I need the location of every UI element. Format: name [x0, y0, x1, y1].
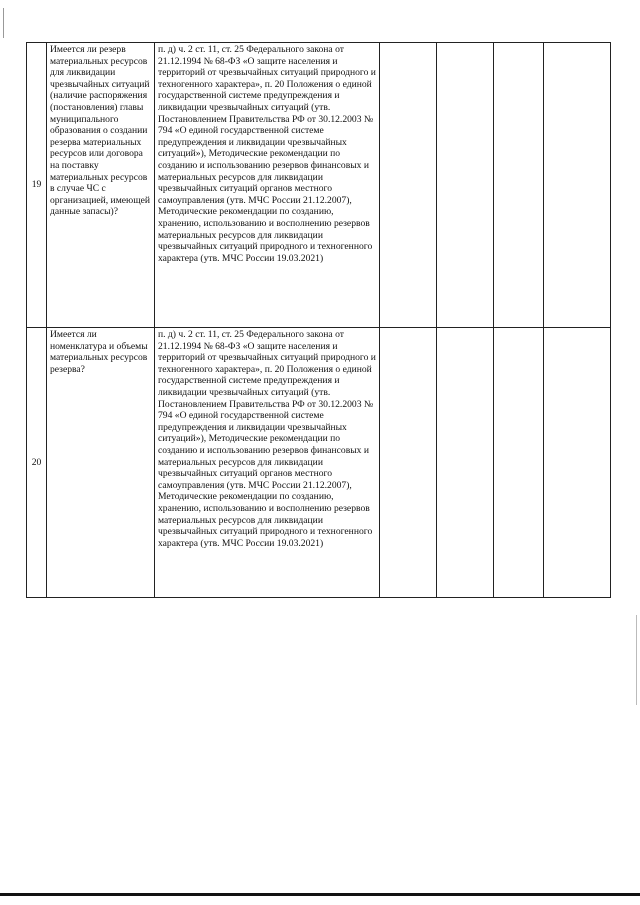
- answer-cell: [437, 43, 494, 328]
- scan-bottom-edge: [0, 893, 640, 896]
- table-row: [27, 328, 611, 598]
- legal-basis-text: п. д) ч. 2 ст. 11, ст. 25 Федерального закона от 21.12.1994 № 68-ФЗ «О защите населения и территорий от чрезвычайных ситуаций природного и техногенного характера», п. 20 Положения о единой государственной системе предупреждения и ликвидации чрезвычайных ситуаций (утв. Постановлением Правительства РФ от 30.12.2003 № 794 «О единой государственной системе предупреждения и ликвидации чрезвычайных ситуаций»), Методические рекомендации по созданию и использованию резервов финансовых и материальных ресурсов для ликвидации чрезвычайных ситуаций органов местного самоуправления (утв. МЧС России 21.12.2007), Методические рекомендации по созданию, хранению, использованию и восполнению резервов материальных ресурсов для ликвидации чрезвычайных ситуаций природного и техногенного характера (утв. МЧС России 19.03.2021): [155, 43, 380, 328]
- row-number: 20: [27, 328, 47, 598]
- row-number: 19: [27, 43, 47, 328]
- answer-cell: [494, 328, 544, 598]
- answer-cell: [544, 43, 611, 328]
- scan-edge-mark: [636, 615, 637, 705]
- question-text: Имеется ли номенклатура и объемы материальных ресурсов резерва?: [47, 328, 155, 598]
- scan-edge-mark: [3, 8, 4, 38]
- legal-basis-text: п. д) ч. 2 ст. 11, ст. 25 Федерального закона от 21.12.1994 № 68-ФЗ «О защите населения и территорий от чрезвычайных ситуаций природного и техногенного характера», п. 20 Положения о единой государственной системе предупреждения и ликвидации чрезвычайных ситуаций (утв. Постановлением Правительства РФ от 30.12.2003 № 794 «О единой государственной системе предупреждения и ликвидации чрезвычайных ситуаций»), Методические рекомендации по созданию и использованию резервов финансовых и материальных ресурсов для ликвидации чрезвычайных ситуаций органов местного самоуправления (утв. МЧС России 21.12.2007), Методические рекомендации по созданию, хранению, использованию и восполнению резервов материальных ресурсов для ликвидации чрезвычайных ситуаций природного и техногенного характера (утв. МЧС России 19.03.2021): [155, 328, 380, 598]
- answer-cell: [380, 328, 437, 598]
- answer-cell: [437, 328, 494, 598]
- question-text: Имеется ли резерв материальных ресурсов для ликвидации чрезвычайных ситуаций (наличие распоряжения (постановления) главы муниципального образования о создании резерва материальных ресурсов или договора на поставку материальных ресурсов в случае ЧС с организацией, имеющей данные запасы)?: [47, 43, 155, 328]
- checklist-table: [26, 42, 611, 598]
- answer-cell: [380, 43, 437, 328]
- table-row: [27, 43, 611, 328]
- answer-cell: [494, 43, 544, 328]
- answer-cell: [544, 328, 611, 598]
